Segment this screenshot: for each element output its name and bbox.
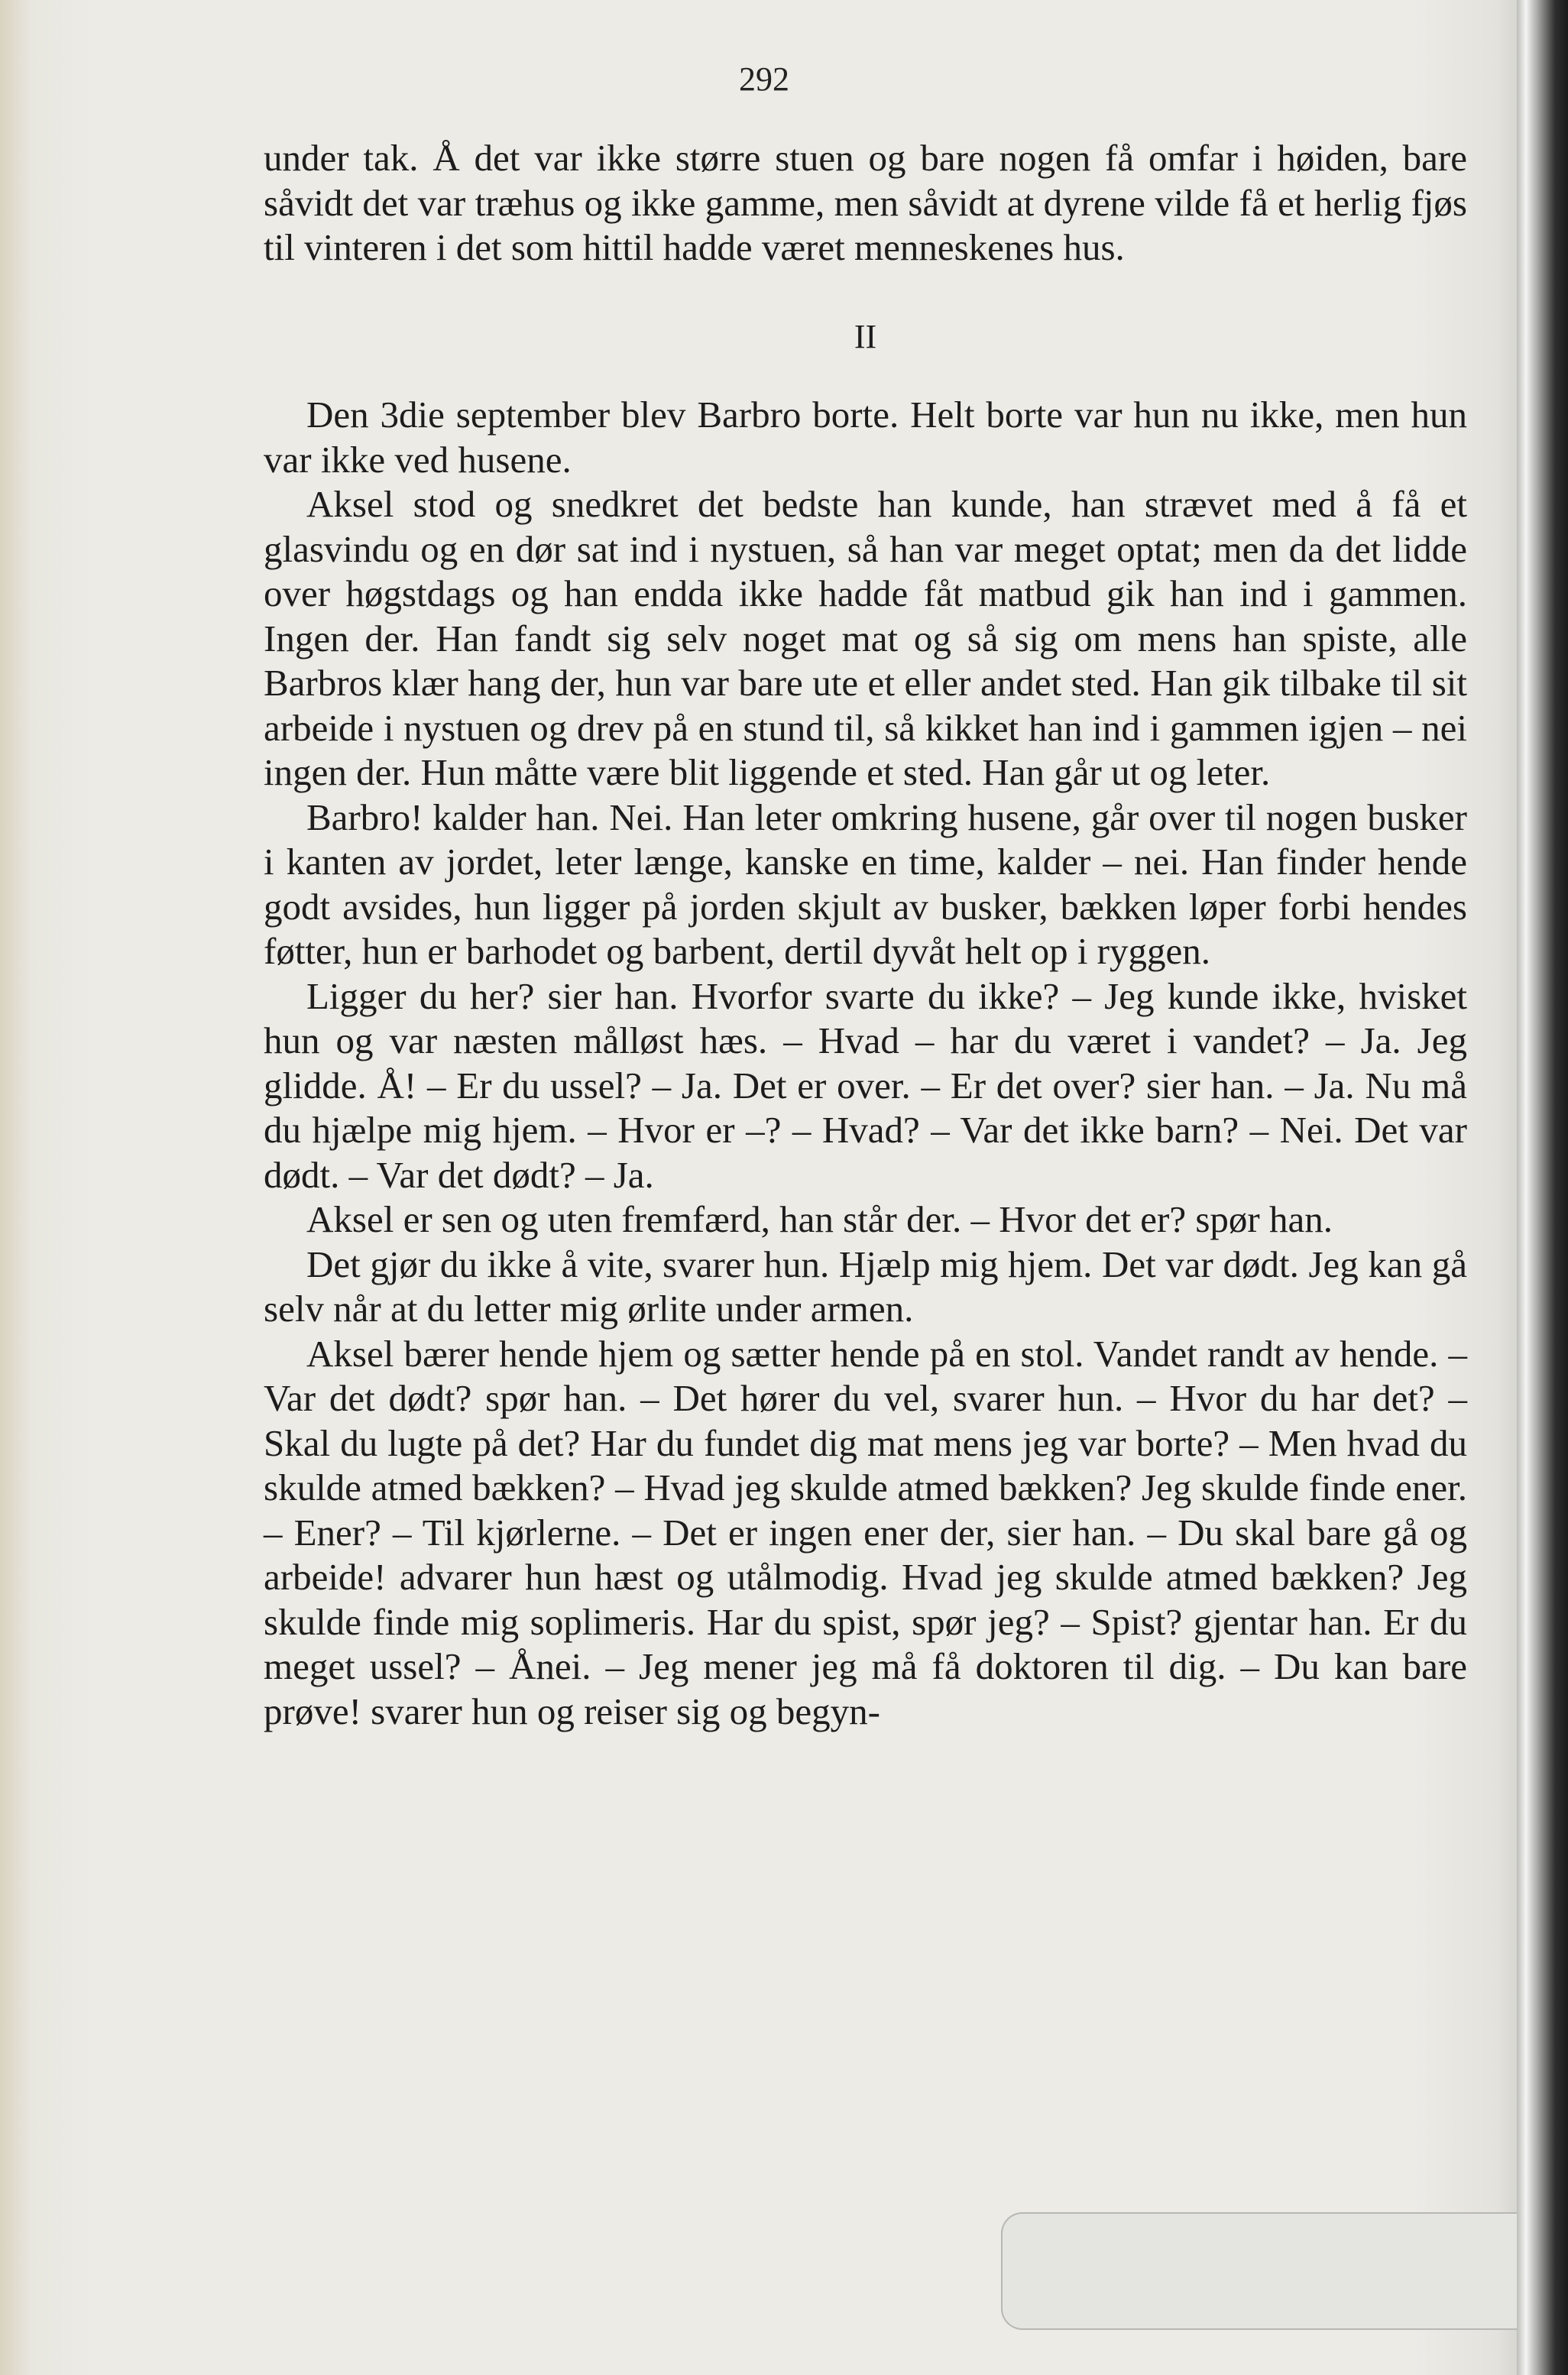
paragraph: Aksel er sen og uten fremfærd, han står der. – Hvor det er? spør han. [306,1198,1333,1240]
scanner-tab [1001,2212,1522,2330]
paragraph: Den 3die september blev Barbro borte. Helt borte var hun nu ikke, men hun var ikke ved husene. [264,394,1467,481]
paragraph: Aksel stod og snedkret det bedste han kunde, han strævet med å få et glasvindu og en dør sat ind i nystuen, så han var meget optat; men da det lidde over høgstdags og han endda ikke hadde fåt matbud gik han ind i gammen. Ingen der. Han fandt sig selv noget mat og så sig om mens han spiste, alle Barbros klær hang der, hun var bare ute et eller andet sted. Han gik tilbake til sit arbeide i nystuen og drev på en stund til, så kikket han ind i gammen igjen – nei ingen der. Hun måtte være blit liggende et sted. Han går ut og leter. [264,483,1467,793]
paragraph: Det gjør du ikke å vite, svarer hun. Hjælp mig hjem. Det var dødt. Jeg kan gå selv når at du letter mig ørlite under armen. [264,1243,1467,1330]
paragraph: Aksel bærer hende hjem og sætter hende på en stol. Vandet randt av hende. – Var det dødt? spør han. – Det hører du vel, svarer hun. – Hvor du har det? – Skal du lugte på det? Har du fundet dig mat mens jeg var borte? – Men hvad du skulde atmed bækken? – Hvad jeg skulde atmed bækken? Jeg skulde finde ener. – Ener? – Til kjørlerne. – Det er ingen ener der, sier han. – Du skal bare gå og arbeide! advarer hun hæst og utålmodig. Hvad jeg skulde atmed bækken? Jeg skulde finde mig soplimeris. Har du spist, spør jeg? – Spist? gjentar han. Er du meget ussel? – Ånei. – Jeg mener jeg må få doktoren til dig. – Du kan bare prøve! svarer hun og reiser sig og begyn- [264,1332,1467,1732]
section-heading: II [854,317,877,355]
book-spine [1517,0,1568,2375]
paragraph: Ligger du her? sier han. Hvorfor svarte du ikke? – Jeg kunde ikke, hvisket hun og var næsten målløst hæs. – Hvad – har du været i vandet? – Ja. Jeg glidde. Å! – Er du ussel? – Ja. Det er over. – Er det over? sier han. – Ja. Nu må du hjælpe mig hjem. – Hvor er –? – Hvad? – Var det ikke barn? – Nei. Det var dødt. – Var det dødt? – Ja. [264,974,1467,1196]
page-text [264,136,1467,1734]
page-number: 292 [739,60,789,98]
paragraph: Barbro! kalder han. Nei. Han leter omkring husene, går over til nogen busker i kanten av jordet, leter længe, kanske en time, kalder – nei. Han finder hende godt avsides, hun ligger på jorden skjult av busker, bækken løper forbi hendes føtter, hun er barhodet og barbent, dertil dyvåt helt op i ryggen. [264,795,1467,972]
paragraph: under tak. Å det var ikke større stuen og bare nogen få omfar i høiden, bare såvidt det var træhus og ikke gamme, men såvidt at dyrene vilde få et herlig fjøs til vinteren i det som hittil hadde været menneskenes hus. [264,137,1467,268]
